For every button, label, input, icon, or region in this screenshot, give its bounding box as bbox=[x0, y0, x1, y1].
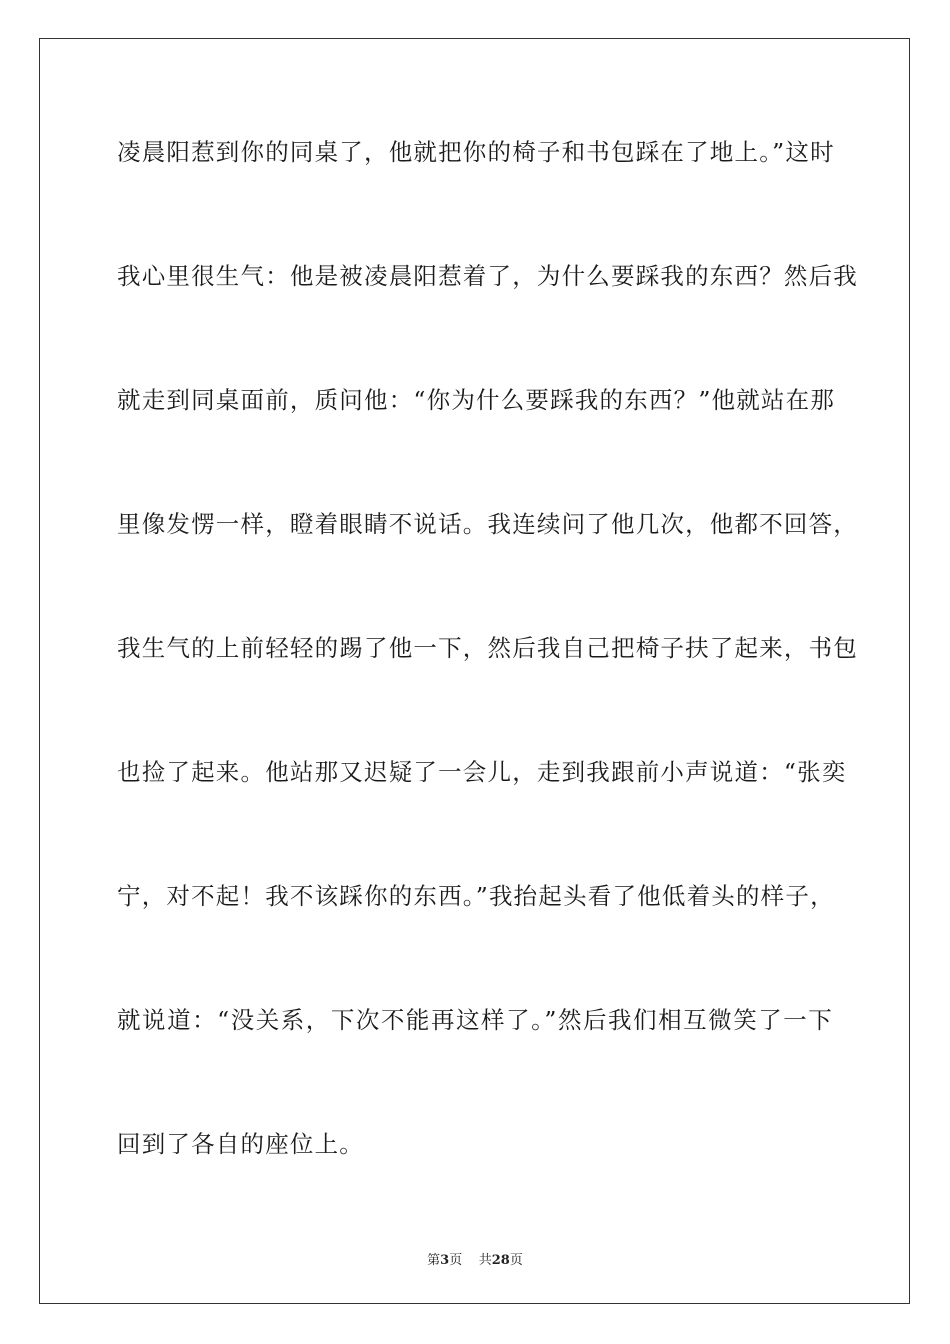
page-prefix: 第 bbox=[427, 1253, 441, 1268]
document-body bbox=[117, 128, 858, 1244]
text-line-7: 宁，对不起！我不该踩你的东西。”我抬起头看了他低着头的样子， bbox=[117, 882, 835, 910]
page-suffix: 页 bbox=[449, 1253, 463, 1268]
total-prefix: 共 bbox=[478, 1253, 492, 1268]
total-suffix: 页 bbox=[509, 1253, 523, 1268]
text-line-3: 就走到同桌面前，质问他：“你为什么要踩我的东西？”他就站在那 bbox=[117, 386, 836, 414]
text-line-8: 就说道：“没关系，下次不能再这样了。”然后我们相互微笑了一下 bbox=[117, 1006, 833, 1034]
text-line-2: 我心里很生气：他是被凌晨阳惹着了，为什么要踩我的东西？然后我 bbox=[117, 262, 858, 290]
page-number-footer bbox=[0, 1249, 950, 1268]
current-page-number: 3 bbox=[440, 1253, 450, 1268]
text-line-6: 也捡了起来。他站那又迟疑了一会儿，走到我跟前小声说道：“张奕 bbox=[117, 758, 847, 786]
text-line-1: 凌晨阳惹到你的同桌了，他就把你的椅子和书包踩在了地上。”这时 bbox=[117, 138, 835, 166]
text-line-9: 回到了各自的座位上。 bbox=[117, 1130, 364, 1158]
text-line-4: 里像发愣一样，瞪着眼睛不说话。我连续问了他几次，他都不回答， bbox=[117, 510, 858, 538]
total-pages-number: 28 bbox=[491, 1253, 510, 1268]
text-line-5: 我生气的上前轻轻的踢了他一下，然后我自己把椅子扶了起来，书包 bbox=[117, 634, 858, 662]
